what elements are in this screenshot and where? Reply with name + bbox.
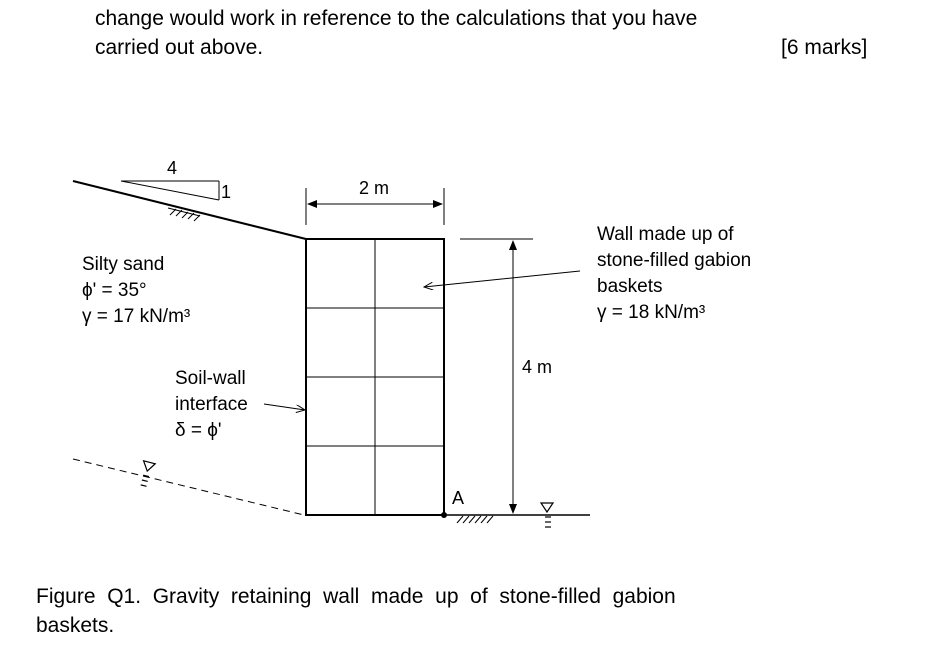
- point-a-label: A: [452, 488, 465, 508]
- wall-width-label: 2 m: [359, 178, 390, 198]
- interface-label-leader: [264, 404, 305, 410]
- interface-label-line1: Soil-wall: [175, 368, 246, 389]
- wall-height-label: 4 m: [522, 357, 553, 377]
- figure-caption-line1: Figure Q1. Gravity retaining wall made up of stone-filled gabion: [36, 585, 676, 608]
- wall-label-line1: Wall made up of: [597, 224, 734, 245]
- slope-rise-label: 1: [221, 182, 232, 202]
- soil-gamma-label: γ = 17 kN/m³: [82, 306, 191, 327]
- wall-label-line2: stone-filled gabion: [597, 250, 752, 271]
- point-a-marker: [441, 512, 447, 518]
- gabion-grid: [306, 239, 444, 515]
- soil-phi-label: ϕ' = 35°: [82, 280, 147, 301]
- front-hatching: [457, 516, 493, 523]
- interface-label-line2: interface: [175, 394, 248, 415]
- soil-name-label: Silty sand: [82, 254, 165, 275]
- figure-caption-line2: baskets.: [36, 614, 115, 637]
- slope-hatching: [168, 208, 200, 221]
- interface-delta-label: δ = ϕ': [175, 420, 222, 441]
- water-table-dashed-line: [73, 459, 304, 515]
- question-text-line1: change would work in reference to the calculations that you have: [95, 7, 698, 30]
- wall-label-line3: baskets: [597, 276, 663, 297]
- marks-label: [6 marks]: [781, 36, 868, 59]
- question-text-line2: carried out above.: [95, 36, 264, 59]
- wall-label-leader: [424, 271, 580, 287]
- wall-gamma-label: γ = 18 kN/m³: [597, 302, 706, 323]
- slope-run-label: 4: [167, 158, 178, 178]
- ground-slope-line: [73, 181, 306, 239]
- water-table-back-icon: [138, 461, 155, 487]
